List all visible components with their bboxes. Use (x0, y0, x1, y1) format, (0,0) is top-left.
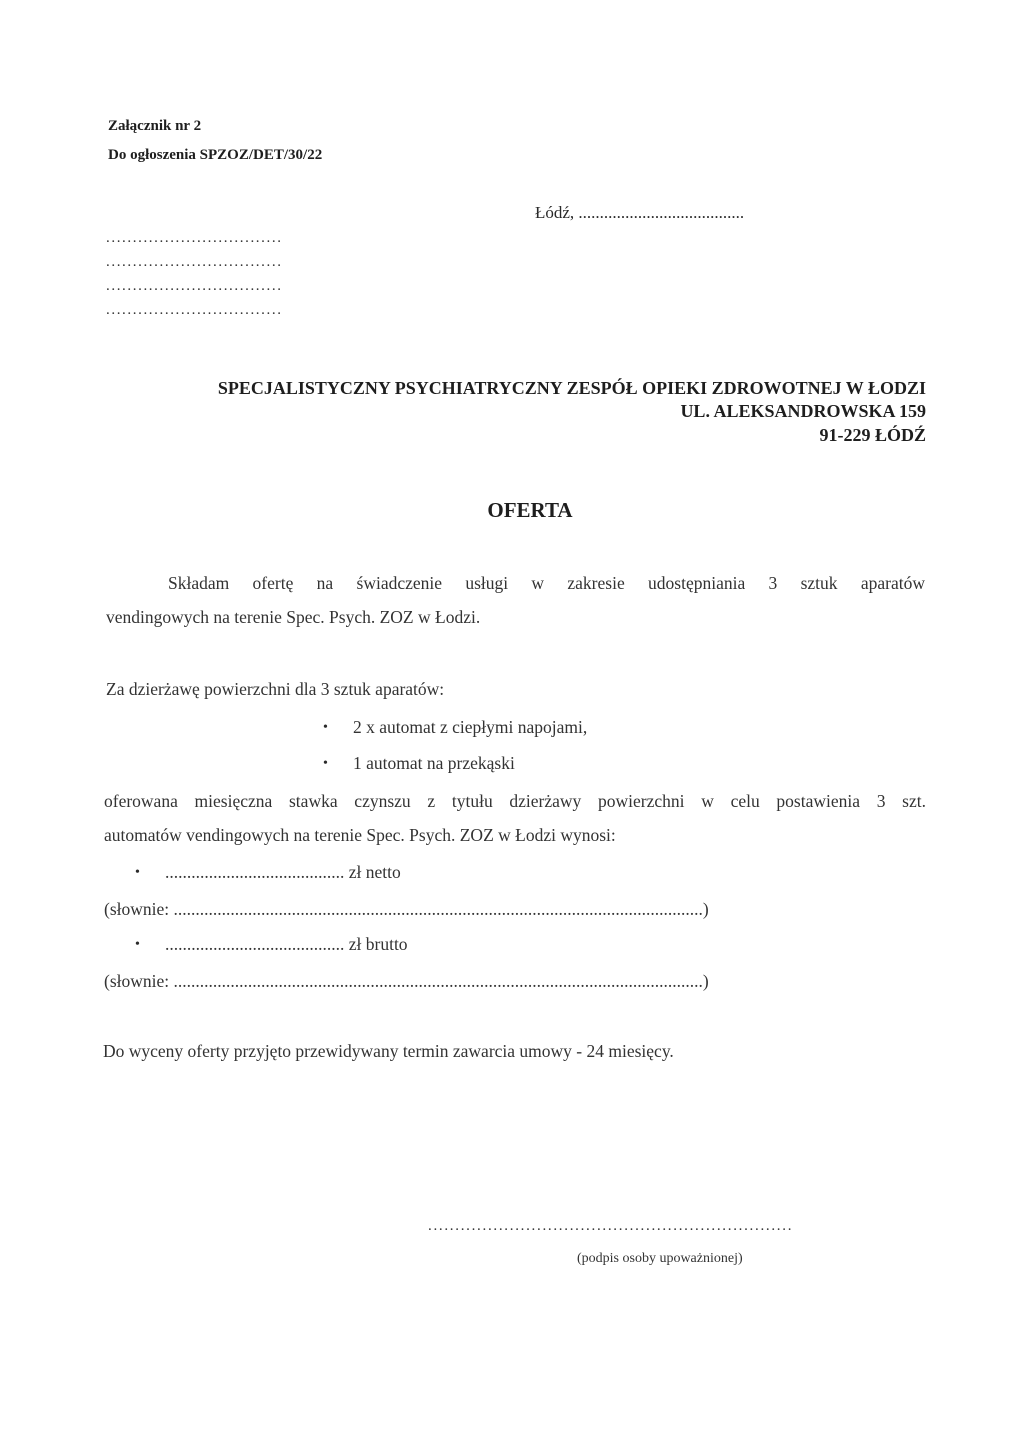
announcement-reference: Do ogłoszenia SPZOZ/DET/30/22 (108, 147, 323, 163)
contract-term-note: Do wyceny oferty przyjęto przewidywany termin zawarcia umowy - 24 miesięcy. (103, 1041, 674, 1061)
recipient-street: UL. ALEKSANDROWSKA 159 (680, 401, 926, 421)
rent-description-line: automatów vendingowych na terenie Spec. Psych. ZOZ w Łodzi wynosi: (104, 825, 616, 845)
net-amount-field: ......................................... zł netto (165, 862, 401, 882)
gross-amount-field: ......................................... zł brutto (165, 934, 408, 954)
bullet-icon: • (135, 937, 140, 952)
place-date-field: Łódź, ....................................... (535, 203, 745, 222)
attachment-number: Załącznik nr 2 (108, 118, 202, 134)
bullet-icon: • (323, 720, 328, 735)
signature-caption: (podpis osoby upoważnionej) (577, 1251, 743, 1266)
bullet-icon: • (135, 865, 140, 880)
sender-address-line: ................................. (106, 278, 283, 294)
rent-description-line: oferowana miesięczna stawka czynszu z tytułu dzierżawy powierzchni w celu postawienia 3 szt. (104, 791, 926, 811)
machine-item: 1 automat na przekąski (353, 753, 515, 773)
intro-paragraph-line: Składam ofertę na świadczenie usługi w zakresie udostępniania 3 sztuk aparatów (168, 573, 925, 593)
lease-intro: Za dzierżawę powierzchni dla 3 sztuk aparatów: (106, 679, 445, 699)
bullet-icon: • (323, 756, 328, 771)
sender-address-line: ................................. (106, 254, 283, 270)
machine-item: 2 x automat z ciepłymi napojami, (353, 717, 588, 737)
signature-line: ................................................................... (428, 1218, 794, 1234)
recipient-city: 91-229 ŁÓDŹ (819, 425, 926, 445)
intro-paragraph-line: vendingowych na terenie Spec. Psych. ZOZ w Łodzi. (106, 607, 481, 627)
document-title: OFERTA (487, 498, 573, 522)
gross-amount-in-words-field: (słownie: .........................................................................................................................) (104, 971, 709, 991)
sender-address-line: ................................. (106, 302, 283, 318)
net-amount-in-words-field: (słownie: .........................................................................................................................) (104, 899, 709, 919)
sender-address-line: ................................. (106, 230, 283, 246)
recipient-name: SPECJALISTYCZNY PSYCHIATRYCZNY ZESPÓŁ OPIEKI ZDROWOTNEJ W ŁODZI (217, 378, 926, 398)
